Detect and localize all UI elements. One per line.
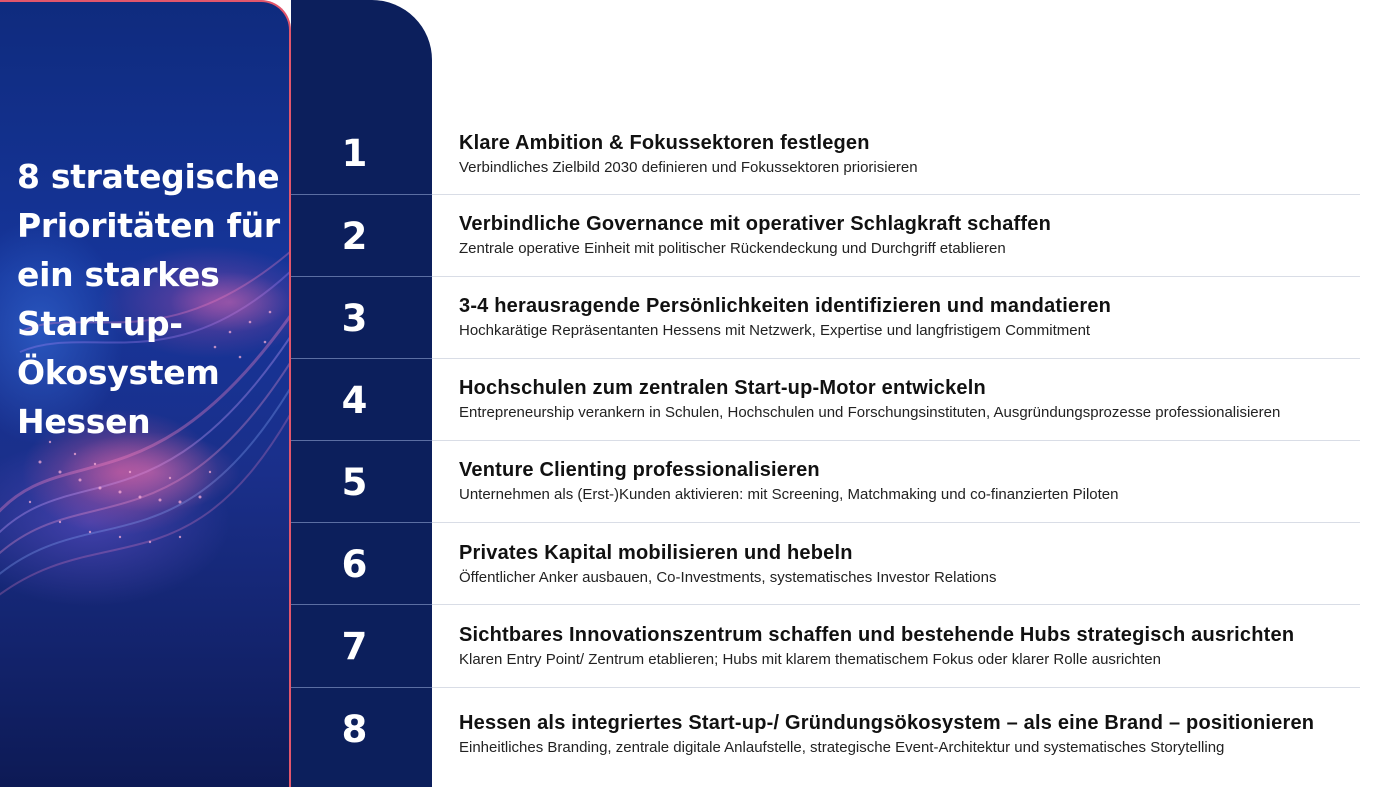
priority-description: Verbindliches Zielbild 2030 definieren und Fokussektoren priorisieren bbox=[459, 159, 918, 176]
priority-description: Zentrale operative Einheit mit politischer Rückendeckung und Durchgriff etablieren bbox=[459, 240, 1006, 257]
priority-description: Öffentlicher Anker ausbauen, Co-Investments, systematisches Investor Relations bbox=[459, 569, 997, 586]
priority-description: Entrepreneurship verankern in Schulen, Hochschulen und Forschungsinstituten, Ausgründungsprozesse professionalisieren bbox=[459, 404, 1281, 421]
priority-title: Verbindliche Governance mit operativer Schlagkraft schaffen bbox=[459, 213, 1051, 235]
row-divider bbox=[291, 358, 1360, 359]
priority-description: Klaren Entry Point/ Zentrum etablieren; Hubs mit klarem thematischem Fokus oder klarer Rolle ausrichten bbox=[459, 651, 1161, 668]
priority-row-5 bbox=[291, 441, 1360, 523]
priority-row-7 bbox=[291, 605, 1360, 687]
priority-description: Hochkarätige Repräsentanten Hessens mit Netzwerk, Expertise und langfristigem Commitment bbox=[459, 322, 1091, 339]
priority-number: 8 bbox=[341, 707, 368, 751]
priority-title: Privates Kapital mobilisieren und hebeln bbox=[459, 542, 853, 564]
title-line: Ökosystem bbox=[17, 353, 220, 392]
priority-title: 3-4 herausragende Persönlichkeiten identifizieren und mandatieren bbox=[459, 295, 1112, 317]
priority-title: Hochschulen zum zentralen Start-up-Motor entwickeln bbox=[459, 377, 986, 399]
priority-row-3 bbox=[291, 277, 1360, 359]
row-divider bbox=[291, 687, 1360, 688]
priority-title: Sichtbares Innovationszentrum schaffen und bestehende Hubs strategisch ausrichten bbox=[459, 624, 1295, 646]
priority-title: Hessen als integriertes Start-up-/ Gründungsökosystem – als eine Brand – positionieren bbox=[459, 712, 1315, 734]
priority-number: 5 bbox=[341, 460, 368, 504]
priority-row-8 bbox=[291, 688, 1360, 770]
priority-row-1 bbox=[291, 112, 1360, 194]
title-line: ein starkes bbox=[17, 255, 220, 294]
priority-number: 3 bbox=[341, 296, 368, 340]
title-line: Hessen bbox=[17, 402, 151, 441]
hero-panel bbox=[0, 0, 291, 787]
priority-number: 4 bbox=[341, 378, 368, 422]
row-divider bbox=[291, 276, 1360, 277]
priority-number: 6 bbox=[341, 542, 368, 586]
priority-description: Unternehmen als (Erst-)Kunden aktivieren: mit Screening, Matchmaking und co-finanzierten Piloten bbox=[459, 486, 1119, 503]
priority-number: 2 bbox=[341, 214, 368, 258]
title-line: 8 strategische bbox=[17, 157, 280, 196]
row-divider bbox=[291, 440, 1360, 441]
page-title bbox=[17, 152, 282, 446]
row-divider bbox=[291, 194, 1360, 195]
priority-title: Klare Ambition & Fokussektoren festlegen bbox=[459, 132, 870, 154]
title-line: Prioritäten für bbox=[17, 206, 280, 245]
priority-number: 1 bbox=[341, 131, 368, 175]
priority-title: Venture Clienting professionalisieren bbox=[459, 459, 820, 481]
priority-row-6 bbox=[291, 523, 1360, 605]
row-divider bbox=[291, 522, 1360, 523]
priority-row-4 bbox=[291, 359, 1360, 441]
priority-row-2 bbox=[291, 195, 1360, 277]
title-line: Start-up- bbox=[17, 304, 183, 343]
row-divider bbox=[291, 604, 1360, 605]
priority-description: Einheitliches Branding, zentrale digitale Anlaufstelle, strategische Event-Architektur und systematisches Storytelling bbox=[459, 739, 1225, 756]
priority-number: 7 bbox=[341, 624, 368, 668]
